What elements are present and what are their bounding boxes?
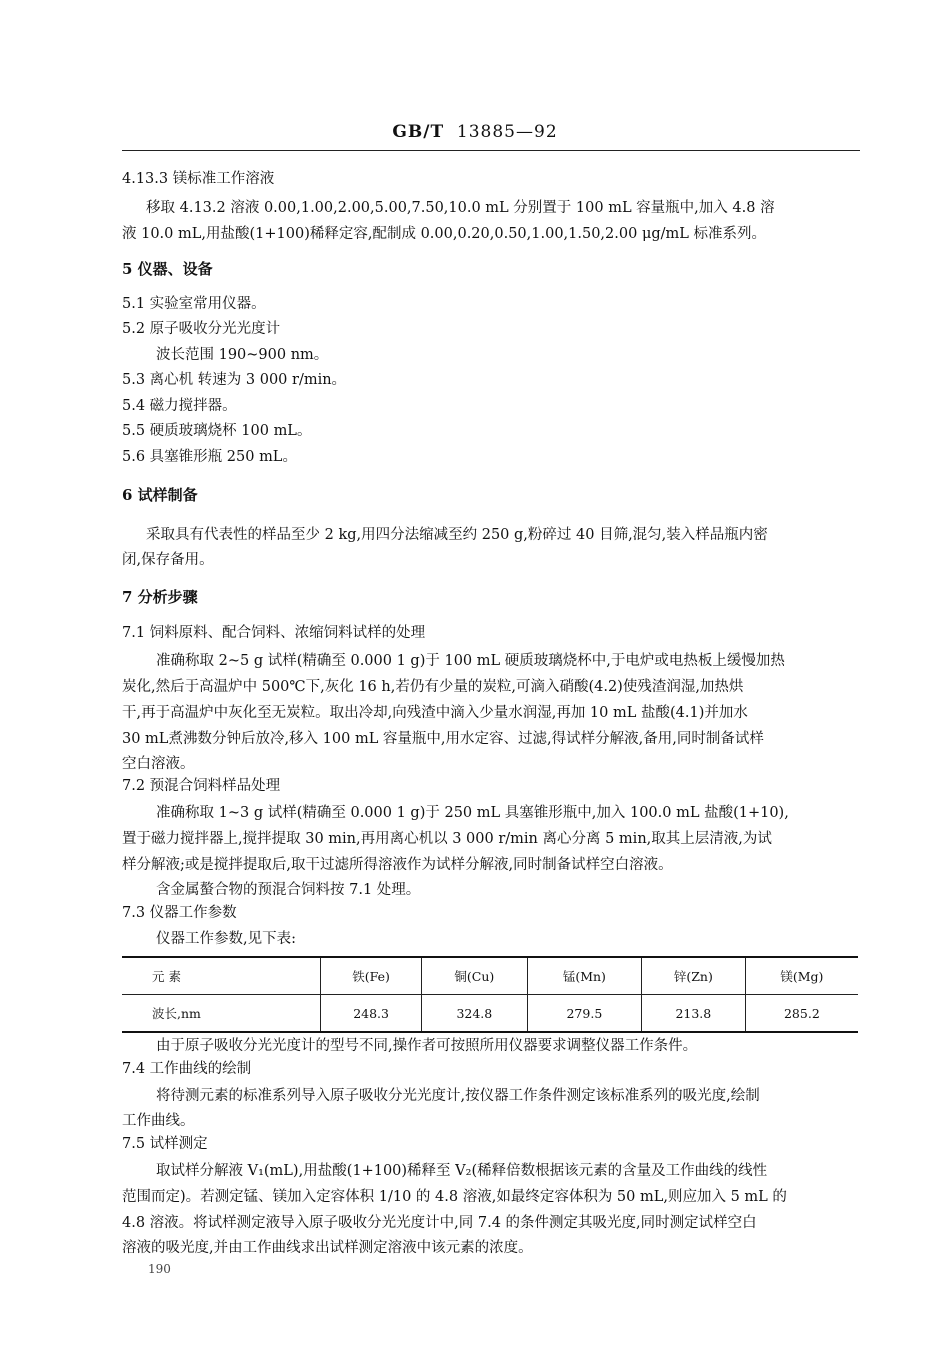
instrument-parameters-table bbox=[122, 956, 858, 1033]
paragraph-line: 干,再于高温炉中灰化至无炭粒。取出冷却,向残渣中滴入少量水润湿,再加 10 mL 盐酸(4.1)并加水 bbox=[122, 705, 748, 721]
list-item: 5.3 离心机 转速为 3 000 r/min。 bbox=[122, 372, 347, 388]
table-header-cell: 镁(Mg) bbox=[745, 957, 858, 995]
page-number: 190 bbox=[148, 1262, 171, 1276]
heading-7-4: 7.4 工作曲线的绘制 bbox=[122, 1061, 252, 1077]
paragraph-line: 采取具有代表性的样品至少 2 kg,用四分法缩减至约 250 g,粉碎过 40 目筛,混匀,装入样品瓶内密 bbox=[146, 527, 768, 543]
table-cell: 324.8 bbox=[421, 995, 527, 1033]
table-cell: 279.5 bbox=[527, 995, 641, 1033]
paragraph-line: 空白溶液。 bbox=[122, 756, 195, 772]
paragraph-line: 30 mL煮沸数分钟后放冷,移入 100 mL 容量瓶中,用水定容、过滤,得试样分解液,备用,同时制备试样 bbox=[122, 731, 764, 747]
paragraph-line: 炭化,然后于高温炉中 500℃下,灰化 16 h,若仍有少量的炭粒,可滴入硝酸(4.2)使残渣润湿,加热烘 bbox=[122, 679, 744, 695]
table-header-row bbox=[122, 957, 858, 995]
list-item: 5.5 硬质玻璃烧杯 100 mL。 bbox=[122, 423, 312, 439]
section-heading-6: 6 试样制备 bbox=[122, 486, 198, 504]
paragraph-line: 溶液的吸光度,并由工作曲线求出试样测定溶液中该元素的浓度。 bbox=[122, 1240, 533, 1256]
table-cell: 波长,nm bbox=[122, 995, 321, 1033]
section-heading-5: 5 仪器、设备 bbox=[122, 260, 213, 278]
paragraph-line: 液 10.0 mL,用盐酸(1+100)稀释定容,配制成 0.00,0.20,0.50,1.00,1.50,2.00 μg/mL 标准系列。 bbox=[122, 226, 767, 242]
paragraph-line: 范围而定)。若测定锰、镁加入定容体积 1/10 的 4.8 溶液,如最终定容体积为 50 mL,则应加入 5 mL 的 bbox=[122, 1189, 787, 1205]
heading-7-5: 7.5 试样测定 bbox=[122, 1136, 208, 1152]
standard-code: GB/T bbox=[392, 122, 445, 142]
table-header-cell: 元 素 bbox=[122, 957, 321, 995]
section-heading-7: 7 分析步骤 bbox=[122, 588, 198, 606]
paragraph-line: 样分解液;或是搅拌提取后,取干过滤所得溶液作为试样分解液,同时制备试样空白溶液。 bbox=[122, 857, 673, 873]
standard-number: 13885—92 bbox=[456, 122, 558, 142]
table-row bbox=[122, 995, 858, 1033]
paragraph-line: 含金属螯合物的预混合饲料按 7.1 处理。 bbox=[156, 882, 421, 898]
paragraph-line: 将待测元素的标准系列导入原子吸收分光光度计,按仪器工作条件测定该标准系列的吸光度,绘制 bbox=[156, 1088, 760, 1104]
table-header-cell: 锰(Mn) bbox=[527, 957, 641, 995]
list-item: 波长范围 190~900 nm。 bbox=[156, 347, 329, 363]
heading-7-1: 7.1 饲料原料、配合饲料、浓缩饲料试样的处理 bbox=[122, 625, 426, 641]
paragraph-line: 置于磁力搅拌器上,搅拌提取 30 min,再用离心机以 3 000 r/min 离心分离 5 min,取其上层清液,为试 bbox=[122, 831, 772, 847]
table-cell: 285.2 bbox=[745, 995, 858, 1033]
table-header-cell: 铁(Fe) bbox=[321, 957, 422, 995]
paragraph-line: 4.8 溶液。将试样测定液导入原子吸收分光光度计中,同 7.4 的条件测定其吸光度,同时测定试样空白 bbox=[122, 1215, 757, 1231]
list-item: 5.6 具塞锥形瓶 250 mL。 bbox=[122, 449, 297, 465]
paragraph-line: 闭,保存备用。 bbox=[122, 552, 214, 568]
heading-7-2: 7.2 预混合饲料样品处理 bbox=[122, 778, 281, 794]
header-rule bbox=[122, 150, 860, 151]
heading-4-13-3: 4.13.3 镁标准工作溶液 bbox=[122, 171, 275, 187]
list-item: 5.2 原子吸收分光光度计 bbox=[122, 321, 281, 337]
heading-7-3: 7.3 仪器工作参数 bbox=[122, 905, 237, 921]
table-cell: 248.3 bbox=[321, 995, 422, 1033]
table-header-cell: 铜(Cu) bbox=[421, 957, 527, 995]
table-cell: 213.8 bbox=[641, 995, 745, 1033]
standard-header bbox=[0, 122, 950, 142]
paragraph-line: 移取 4.13.2 溶液 0.00,1.00,2.00,5.00,7.50,10.0 mL 分别置于 100 mL 容量瓶中,加入 4.8 溶 bbox=[146, 200, 775, 216]
paragraph-line: 准确称取 1~3 g 试样(精确至 0.000 1 g)于 250 mL 具塞锥形瓶中,加入 100.0 mL 盐酸(1+10), bbox=[156, 805, 789, 821]
paragraph-line: 工作曲线。 bbox=[122, 1113, 195, 1129]
list-item: 5.1 实验室常用仪器。 bbox=[122, 296, 266, 312]
table-intro: 仪器工作参数,见下表: bbox=[156, 931, 296, 947]
list-item: 5.4 磁力搅拌器。 bbox=[122, 398, 237, 414]
paragraph-line: 准确称取 2~5 g 试样(精确至 0.000 1 g)于 100 mL 硬质玻璃烧杯中,于电炉或电热板上缓慢加热 bbox=[156, 653, 785, 669]
table-note: 由于原子吸收分光光度计的型号不同,操作者可按照所用仪器要求调整仪器工作条件。 bbox=[156, 1038, 698, 1054]
table-header-cell: 锌(Zn) bbox=[641, 957, 745, 995]
paragraph-line: 取试样分解液 V₁(mL),用盐酸(1+100)稀释至 V₂(稀释倍数根据该元素的含量及工作曲线的线性 bbox=[156, 1163, 768, 1179]
